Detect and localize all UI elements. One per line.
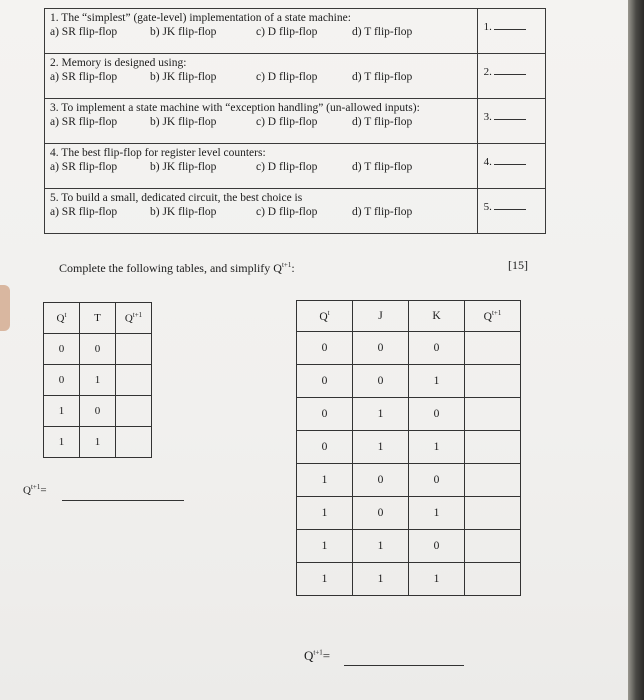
question-text: 1. The “simplest” (gate-level) implementation of a state machine: (50, 12, 351, 24)
qnext-eq: = (322, 648, 331, 663)
t-table-cell: 1 (44, 427, 80, 458)
t-flipflop-table (43, 302, 152, 458)
question-row (45, 99, 546, 144)
t-table-cell: 1 (80, 427, 116, 458)
qnext-eq: = (40, 484, 47, 497)
t-table-header-sup: t+1 (132, 311, 143, 320)
option-d: d) T flip-flop (352, 26, 413, 38)
jk-table-cell: 0 (353, 332, 409, 365)
option-b: b) JK flip-flop (150, 206, 217, 218)
options-line (50, 160, 477, 174)
jk-table-header-cell (353, 301, 409, 332)
jk-table-header-text: J (378, 310, 383, 322)
t-table-cell: 0 (44, 334, 80, 365)
jk-table-output-cell[interactable] (465, 563, 521, 596)
jk-table-cell: 0 (409, 398, 465, 431)
answer-number: 4. (483, 156, 492, 168)
t-table-output-cell[interactable] (116, 365, 152, 396)
jk-table-header-text: Q (483, 310, 492, 323)
jk-table-cell: 1 (409, 497, 465, 530)
marks-label: [15] (508, 258, 528, 272)
option-b: b) JK flip-flop (150, 71, 217, 83)
qnext-q: Q (304, 648, 314, 663)
jk-table-header-sup: t+1 (491, 309, 502, 318)
jk-table-cell: 0 (297, 431, 353, 464)
jk-table-output-cell[interactable] (465, 398, 521, 431)
instruction-colon: : (291, 261, 295, 275)
question-text: 2. Memory is designed using: (50, 57, 187, 69)
jk-table-output-cell[interactable] (465, 431, 521, 464)
t-table-header-text: Q (124, 312, 133, 325)
answer-line-jk[interactable] (344, 665, 464, 666)
jk-table-header-text: Q (319, 310, 328, 323)
options-line (50, 115, 477, 129)
jk-table-cell: 1 (409, 365, 465, 398)
option-b: b) JK flip-flop (150, 26, 217, 38)
jk-table-cell: 1 (353, 431, 409, 464)
t-table-header-text: Q (56, 312, 65, 325)
question-cell (45, 9, 478, 54)
option-a: a) SR flip-flop (50, 116, 118, 128)
answer-cell[interactable] (477, 9, 545, 54)
jk-table-cell: 1 (297, 497, 353, 530)
answer-blank[interactable] (494, 119, 526, 120)
t-table-row (44, 334, 152, 365)
t-table-output-cell[interactable] (116, 334, 152, 365)
t-table-row (44, 396, 152, 427)
option-b: b) JK flip-flop (150, 161, 217, 173)
t-table-header-text: T (94, 312, 101, 324)
jk-table-cell: 0 (297, 332, 353, 365)
option-d: d) T flip-flop (352, 206, 413, 218)
instruction-text (59, 261, 295, 276)
jk-table-cell: 1 (353, 530, 409, 563)
answer-blank[interactable] (494, 164, 526, 165)
option-c: c) D flip-flop (256, 206, 318, 218)
answer-cell[interactable] (477, 99, 545, 144)
jk-table-cell: 0 (353, 497, 409, 530)
jk-table-output-cell[interactable] (465, 530, 521, 563)
jk-table-header-text: K (432, 310, 441, 322)
options-line (50, 205, 477, 219)
jk-table-output-cell[interactable] (465, 497, 521, 530)
t-table-header-cell (44, 303, 80, 334)
question-row (45, 9, 546, 54)
answer-blank[interactable] (494, 74, 526, 75)
answer-blank[interactable] (494, 209, 526, 210)
t-table-row (44, 427, 152, 458)
jk-flipflop-table (296, 300, 521, 596)
answer-cell[interactable] (477, 144, 545, 189)
jk-table-row (297, 497, 521, 530)
jk-table-row (297, 530, 521, 563)
t-table-cell: 0 (80, 396, 116, 427)
jk-table-row (297, 365, 521, 398)
finger (0, 285, 10, 331)
option-b: b) JK flip-flop (150, 116, 217, 128)
qnext-q: Q (23, 484, 31, 497)
qnext-sup: t+1 (313, 648, 323, 657)
answer-cell[interactable] (477, 189, 545, 234)
option-c: c) D flip-flop (256, 71, 318, 83)
question-cell (45, 54, 478, 99)
qnext-label-t (23, 483, 47, 497)
t-table-cell: 0 (80, 334, 116, 365)
t-table-cell: 1 (44, 396, 80, 427)
t-table-header-cell (80, 303, 116, 334)
jk-table-row (297, 332, 521, 365)
question-text: 5. To build a small, dedicated circuit, the best choice is (50, 192, 303, 204)
option-a: a) SR flip-flop (50, 161, 118, 173)
option-c: c) D flip-flop (256, 116, 318, 128)
option-a: a) SR flip-flop (50, 71, 118, 83)
t-table-cell: 1 (80, 365, 116, 396)
instruction-main: Complete the following tables, and simplify Q (59, 261, 282, 275)
jk-table-cell: 0 (353, 464, 409, 497)
jk-table-cell: 1 (297, 530, 353, 563)
jk-table-output-cell[interactable] (465, 332, 521, 365)
answer-number: 5. (483, 201, 492, 213)
option-a: a) SR flip-flop (50, 26, 118, 38)
t-table-output-cell[interactable] (116, 396, 152, 427)
jk-table-cell: 0 (409, 332, 465, 365)
mcq-table (44, 8, 546, 234)
question-cell (45, 189, 478, 234)
jk-table-cell: 0 (409, 464, 465, 497)
jk-table-row (297, 464, 521, 497)
jk-table-output-cell[interactable] (465, 365, 521, 398)
jk-table-cell: 0 (297, 398, 353, 431)
jk-table-header-sup: t (327, 309, 330, 318)
jk-table-cell: 1 (409, 563, 465, 596)
question-cell (45, 144, 478, 189)
jk-table-cell: 0 (409, 530, 465, 563)
option-d: d) T flip-flop (352, 116, 413, 128)
answer-number: 3. (483, 111, 492, 123)
options-line (50, 70, 477, 84)
jk-table-row (297, 431, 521, 464)
jk-table-header-cell (409, 301, 465, 332)
option-a: a) SR flip-flop (50, 206, 118, 218)
option-c: c) D flip-flop (256, 26, 318, 38)
question-row (45, 189, 546, 234)
question-text: 4. The best flip-flop for register level counters: (50, 147, 266, 159)
answer-blank[interactable] (494, 29, 526, 30)
answer-cell[interactable] (477, 54, 545, 99)
jk-table-row (297, 563, 521, 596)
jk-table-cell: 0 (353, 365, 409, 398)
question-text: 3. To implement a state machine with “exception handling” (un-allowed inputs): (50, 102, 420, 114)
option-d: d) T flip-flop (352, 161, 413, 173)
t-table-header-cell (116, 303, 152, 334)
jk-table-cell: 1 (409, 431, 465, 464)
t-table-row (44, 365, 152, 396)
t-table-output-cell[interactable] (116, 427, 152, 458)
qnext-label-jk (304, 648, 330, 664)
jk-table-row (297, 398, 521, 431)
jk-table-cell: 0 (297, 365, 353, 398)
jk-table-header-cell (297, 301, 353, 332)
jk-table-cell: 1 (297, 563, 353, 596)
t-table-cell: 0 (44, 365, 80, 396)
jk-table-cell: 1 (353, 563, 409, 596)
answer-line-t[interactable] (62, 500, 184, 501)
jk-table-output-cell[interactable] (465, 464, 521, 497)
qnext-sup: t+1 (30, 483, 41, 491)
jk-table-cell: 1 (297, 464, 353, 497)
answer-number: 2. (483, 66, 492, 78)
options-line (50, 25, 477, 39)
jk-table-cell: 1 (353, 398, 409, 431)
option-d: d) T flip-flop (352, 71, 413, 83)
instruction-sup: t+1 (281, 261, 292, 269)
question-row (45, 144, 546, 189)
question-row (45, 54, 546, 99)
question-cell (45, 99, 478, 144)
paper-edge-shadow (628, 0, 644, 700)
jk-table-header-cell (465, 301, 521, 332)
answer-number: 1. (483, 21, 492, 33)
t-table-header-sup: t (64, 311, 67, 320)
option-c: c) D flip-flop (256, 161, 318, 173)
